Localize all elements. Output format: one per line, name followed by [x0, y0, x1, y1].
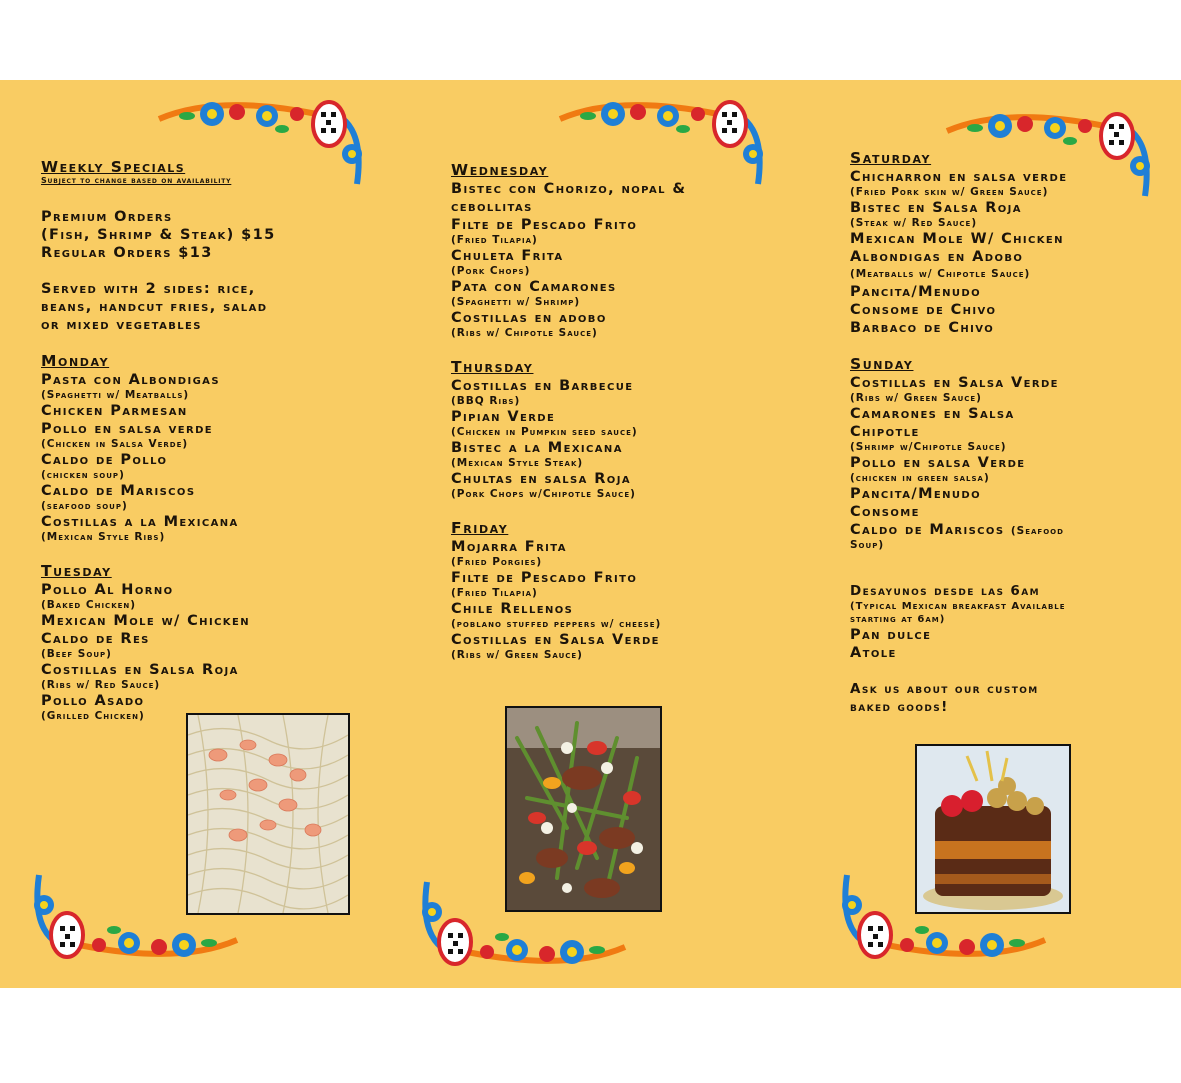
menu-item-note: (Grilled Chicken)	[41, 710, 145, 722]
pan-dulce: Pan dulce	[850, 627, 932, 643]
menu-item: Chicharron en salsa verde	[850, 169, 1068, 185]
monday-heading: Monday	[41, 352, 110, 370]
top-left-ornament	[157, 94, 372, 194]
menu-item: Chile Rellenos	[451, 601, 574, 617]
menu-item: Consome de Chivo	[850, 302, 997, 318]
menu-item-note: (BBQ Ribs)	[451, 395, 521, 407]
menu-item: Pipian Verde	[451, 409, 556, 425]
menu-item: Albondigas en Adobo	[850, 249, 1024, 265]
menu-item-with-note	[850, 521, 1150, 539]
saturday-heading: Saturday	[850, 149, 932, 167]
menu-item-note: (Fried Porgies)	[451, 556, 543, 568]
menu-item-note: (Ribs w/ Green Sauce)	[850, 392, 982, 404]
top-right-ornament	[945, 106, 1160, 206]
top-middle-ornament	[558, 94, 773, 194]
regular-orders: Regular Orders $13	[41, 245, 213, 261]
breakfast-line: Desayunos desde las 6am	[850, 583, 1040, 599]
bottom-right-ornament	[833, 865, 1048, 965]
menu-item: Pasta con Albondigas	[41, 372, 220, 388]
menu-item-note: (Baked Chicken)	[41, 599, 137, 611]
menu-item-note: (chicken soup)	[41, 469, 125, 481]
menu-item-note: (Mexican Style Ribs)	[41, 531, 166, 543]
menu-item: Camarones en Salsa	[850, 406, 1015, 422]
menu-item: Filte de Pescado Frito	[451, 217, 638, 233]
menu-item: Costillas en Salsa Verde	[850, 375, 1059, 391]
menu-item-name: Caldo de Mariscos	[850, 522, 1005, 538]
menu-item-note: (seafood soup)	[41, 500, 128, 512]
menu-item: Pollo Asado	[41, 693, 145, 709]
menu-item-note: Soup)	[850, 539, 885, 551]
menu-item: Barbaco de Chivo	[850, 320, 995, 336]
menu-item: Bistec en Salsa Roja	[850, 200, 1022, 216]
breakfast-note: starting at 6am)	[850, 614, 946, 625]
menu-item-note: (Chicken in Salsa Verde)	[41, 438, 189, 450]
menu-item: Pancita/Menudo	[850, 486, 982, 502]
menu-item-note: (Mexican Style Steak)	[451, 457, 584, 469]
served-with-line-2: beans, handcut fries, salad	[41, 299, 268, 315]
atole: Atole	[850, 645, 897, 661]
tuesday-heading: Tuesday	[41, 562, 112, 580]
sunday-heading: Sunday	[850, 355, 914, 373]
premium-orders-detail: (Fish, Shrimp & Steak) $15	[41, 227, 276, 243]
menu-item: Bistec a la Mexicana	[451, 440, 623, 456]
menu-item: Pata con Camarones	[451, 279, 617, 295]
menu-item-note: (Chicken in Pumpkin seed sauce)	[451, 426, 638, 438]
bottom-middle-ornament	[413, 872, 628, 972]
right-column	[850, 149, 1150, 716]
menu-item-note: (Seafood	[1010, 525, 1064, 537]
premium-orders: Premium Orders	[41, 209, 173, 225]
ask-custom-line-1: Ask us about our custom	[850, 681, 1039, 697]
friday-heading: Friday	[451, 519, 509, 537]
menu-item: Chuleta Frita	[451, 248, 564, 264]
menu-item-note: (Spaghetti w/ Shrimp)	[451, 296, 581, 308]
thursday-heading: Thursday	[451, 358, 534, 376]
menu-item: Bistec con Chorizo, nopal &	[451, 181, 687, 197]
breakfast-note: (Typical Mexican breakfast Available	[850, 601, 1066, 612]
menu-item-note: (poblano stuffed peppers w/ cheese)	[451, 618, 662, 630]
menu-item: Costillas en Salsa Roja	[41, 662, 239, 678]
menu-item-note: (Shrimp w/Chipotle Sauce)	[850, 441, 1007, 453]
menu-item: Chultas en salsa Roja	[451, 471, 631, 487]
menu-item-note: (Ribs w/ Chipotle Sauce)	[451, 327, 598, 339]
left-column	[41, 158, 341, 723]
menu-item: Pollo en salsa Verde	[850, 455, 1026, 471]
menu-item-note: (Ribs w/ Red Sauce)	[41, 679, 161, 691]
menu-item: Chipotle	[850, 424, 920, 440]
menu-item-note: (Steak w/ Red Sauce)	[850, 217, 978, 229]
wednesday-heading: Wednesday	[451, 161, 549, 179]
menu-item-note: (chicken in green salsa)	[850, 472, 990, 484]
served-with-line-1: Served with 2 sides: rice,	[41, 281, 256, 297]
menu-item: Caldo de Res	[41, 631, 150, 647]
menu-item-note: (Spaghetti w/ Meatballs)	[41, 389, 190, 401]
menu-item-note: (Beef Soup)	[41, 648, 112, 660]
bottom-left-ornament	[25, 865, 240, 965]
menu-item-note: (Fried Tilapia)	[451, 234, 538, 246]
menu-item: Mexican Mole w/ Chicken	[41, 613, 250, 629]
menu-item-note: (Fried Pork skin w/ Green Sauce)	[850, 186, 1049, 198]
menu-item-note: (Pork Chops w/Chipotle Sauce)	[451, 488, 636, 500]
menu-item: Consome	[850, 504, 920, 520]
weekly-specials-title: Weekly Specials	[41, 158, 186, 176]
menu-item: Mojarra Frita	[451, 539, 567, 555]
menu-item: Mexican Mole W/ Chicken	[850, 231, 1064, 247]
menu-item: Chicken Parmesan	[41, 403, 188, 419]
menu-panel	[0, 80, 1181, 988]
menu-item-note: (Fried Tilapia)	[451, 587, 538, 599]
menu-item: Costillas en Barbecue	[451, 378, 634, 394]
menu-item-note: (Pork Chops)	[451, 265, 531, 277]
menu-item: Pollo Al Horno	[41, 582, 174, 598]
menu-item: Costillas en adobo	[451, 310, 607, 326]
menu-item: Filte de Pescado Frito	[451, 570, 638, 586]
ask-custom-line-2: baked goods!	[850, 699, 949, 715]
menu-item-note: (Meatballs w/ Chipotle Sauce)	[850, 268, 1031, 280]
menu-item: Costillas en Salsa Verde	[451, 632, 660, 648]
middle-column	[451, 161, 751, 662]
menu-item-note: (Ribs w/ Green Sauce)	[451, 649, 583, 661]
menu-item: Caldo de Mariscos	[41, 483, 196, 499]
availability-note: Subject to change based on availability	[41, 176, 232, 185]
menu-item: Pollo en salsa verde	[41, 421, 214, 437]
menu-item: cebollitas	[451, 199, 533, 215]
served-with-line-3: or mixed vegetables	[41, 317, 202, 333]
menu-item: Pancita/Menudo	[850, 284, 982, 300]
menu-item: Caldo de Pollo	[41, 452, 168, 468]
menu-item: Costillas a la Mexicana	[41, 514, 239, 530]
